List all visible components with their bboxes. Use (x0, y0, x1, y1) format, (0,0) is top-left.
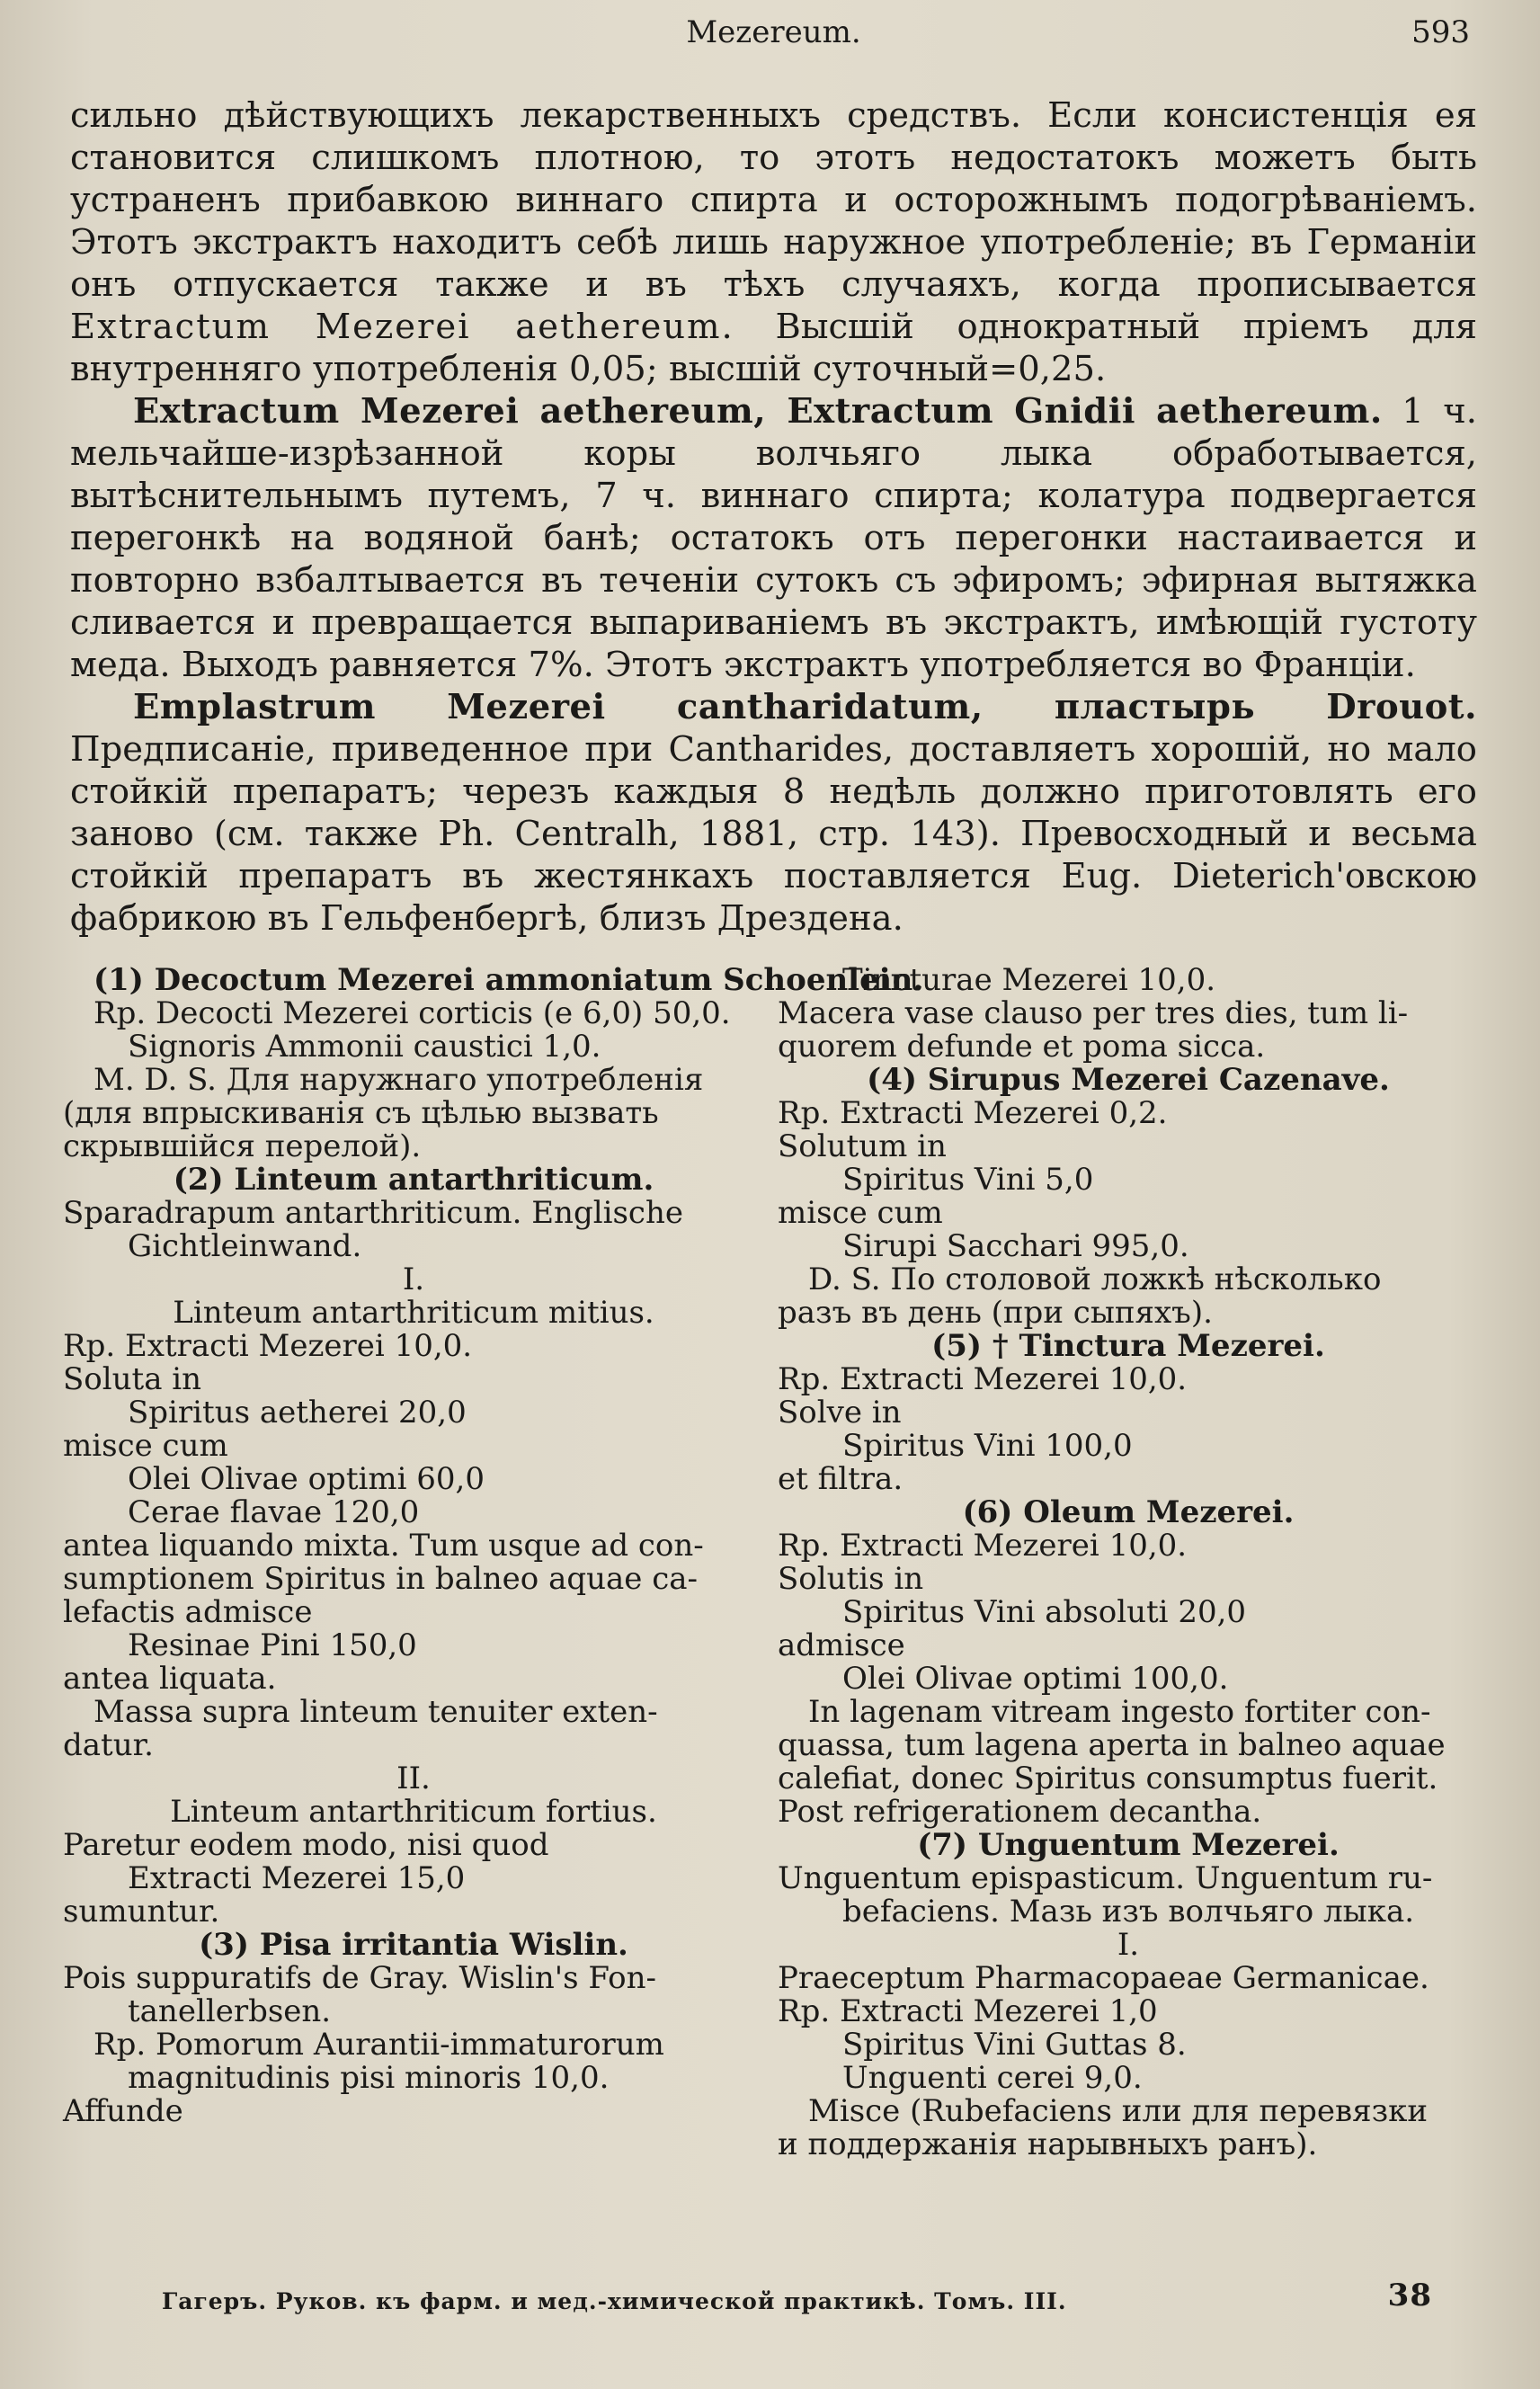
recipe-line: Solutum in (778, 1128, 947, 1164)
recipe-line: Unguenti cerei 9,0. (842, 2060, 1143, 2096)
recipe-line: Signoris Ammonii caustici 1,0. (128, 1029, 601, 1065)
recipe-line: tanellerbsen. (128, 1993, 332, 2029)
recipe-line: Gichtleinwand. (128, 1228, 362, 1264)
recipe-line: calefiat, donec Spiritus consumptus fuerit. (778, 1761, 1438, 1796)
recipe-line: Pois suppuratifs de Gray. Wislin's Fon- (63, 1960, 656, 1996)
recipe-line: Resinae Pini 150,0 (128, 1627, 417, 1663)
recipe-line: Spiritus aetherei 20,0 (128, 1395, 467, 1431)
running-title: Mezereum. (686, 14, 861, 50)
signature-mark: 38 (1387, 2278, 1432, 2313)
recipe-heading: (6) Oleum Mezerei. (962, 1494, 1295, 1530)
recipe-line: Misce (Rubefaciens или для перевязки (808, 2093, 1429, 2129)
recipe-heading: (2) Linteum antarthriticum. (173, 1162, 654, 1198)
recipe-line: Macera vase clauso per tres dies, tum li- (778, 995, 1409, 1031)
term-extractum-mezerei: Extractum Mezerei aethereum (70, 307, 722, 347)
recipe-line: Rp. Decocti Mezerei corticis (e 6,0) 50,0. (93, 995, 731, 1031)
section-text: Предписаніе, приведенное при Cantharides, доставляетъ хорошій, но мало стойкій препаратъ; черезъ каждыя 8 недѣль должно приготовлять его заново (см. также Ph. Centralh, 1881, стр. 143). Превосходный и весьма стойкій препаратъ въ жестянкахъ поставляется Eug. Dieterich'овскою фабрикою въ Гельфенбергѣ, близъ Дрездена. (70, 729, 1477, 939)
recipe-line: Spiritus Vini Guttas 8. (842, 2027, 1187, 2063)
recipe-line: Rp. Extracti Mezerei 1,0 (778, 1993, 1158, 2029)
recipe-line: magnitudinis pisi minoris 10,0. (128, 2060, 610, 2096)
paragraph-extractum-aethereum (70, 390, 1477, 686)
right-column (778, 964, 1479, 2162)
recipe-line: antea liquata. (63, 1661, 277, 1697)
recipe-line: Olei Olivae optimi 100,0. (842, 1661, 1229, 1697)
recipe-line: Rp. Extracti Mezerei 0,2. (778, 1095, 1168, 1131)
recipe-line: lefactis admisce (63, 1594, 313, 1630)
recipe-line: sumptionem Spiritus in balneo aquae ca- (63, 1561, 699, 1597)
recipe-line: misce cum (63, 1428, 228, 1464)
section-title: Extractum Mezerei aethereum, Extractum Gnidii aethereum. (133, 391, 1383, 432)
paragraph-1: сильно дѣйствующихъ лекарственныхъ средствъ. Если консистенція ея становится слишкомъ плотною, то этотъ недостатокъ можетъ быть устраненъ прибавкою виннаго спирта и осторожнымъ подогрѣваніемъ. Этотъ экстрактъ находитъ себѣ лишь наружное употребленіе; въ Германіи онъ отпускается также и въ тѣхъ случаяхъ, когда прописывается Extractum Mezerei aethereum. Высшій однократный пріемъ для внутренняго употребленія 0,05; высшій суточный=0,25. (70, 95, 1477, 389)
recipe-line: Rp. Pomorum Aurantii-immaturorum (93, 2027, 664, 2063)
recipe-heading: (3) Pisa irritantia Wislin. (199, 1927, 628, 1963)
recipe-line: Cerae flavae 120,0 (128, 1494, 420, 1530)
page-header (70, 9, 1477, 54)
recipe-line: Spiritus Vini absoluti 20,0 (842, 1594, 1247, 1630)
recipe-heading: (4) Sirupus Mezerei Cazenave. (867, 1062, 1390, 1098)
recipe-heading: (5) † Tinctura Mezerei. (931, 1328, 1325, 1364)
recipe-line: Paretur eodem modo, nisi quod (63, 1827, 549, 1863)
recipe-line: Sparadrapum antarthriticum. Englische (63, 1195, 683, 1231)
recipe-line: скрывшійся перелой). (63, 1128, 422, 1164)
recipe-line: Solve in (778, 1395, 902, 1431)
recipe-line: Rp. Extracti Mezerei 10,0. (63, 1328, 473, 1364)
recipe-line: (для впрыскиванія съ цѣлью вызвать (63, 1095, 659, 1131)
paragraph-emplastrum (70, 686, 1477, 940)
recipe-line: Massa supra linteum tenuiter exten- (93, 1694, 658, 1730)
section-title: Emplastrum Mezerei cantharidatum, пластырь Drouot. (133, 687, 1477, 727)
section-text: 1 ч. мельчайше-изрѣзанной коры волчьяго лыка обработывается, вытѣснительнымъ путемъ, 7 ч. виннаго спирта; колатура подвергается перегонкѣ на водяной банѣ; остатокъ отъ перегонки настаивается и повторно взбалтывается въ теченіи сутокъ съ эфиромъ; эфирная вытяжка сливается и превращается выпариваніемъ въ экстрактъ, имѣющій густоту меда. Выходъ равняется 7%. Этотъ экстрактъ употребляется во Франціи. (70, 391, 1477, 685)
recipe-line: D. S. По столовой ложкѣ нѣсколько (808, 1261, 1382, 1297)
recipe-line: quassa, tum lagena aperta in balneo aquae (778, 1727, 1446, 1763)
footer-text: Гагеръ. Руков. къ фарм. и мед.-химической практикѣ. Томъ. III. (162, 2288, 1067, 2314)
recipe-line: Sirupi Sacchari 995,0. (842, 1228, 1189, 1264)
recipe-line: Unguentum epispasticum. Unguentum ru- (778, 1860, 1433, 1896)
recipe-line: Linteum antarthriticum fortius. (170, 1794, 657, 1830)
recipe-line: и поддержанія нарывныхъ ранъ). (778, 2126, 1318, 2162)
recipe-line: Olei Olivae optimi 60,0 (128, 1461, 485, 1497)
main-text (70, 94, 1477, 940)
recipe-line: II. (396, 1761, 431, 1796)
recipe-line: admisce (778, 1627, 905, 1663)
page-footer (162, 2278, 1432, 2314)
recipe-line: quorem defunde et poma sicca. (778, 1029, 1266, 1065)
recipe-line: Affunde (63, 2093, 183, 2129)
recipe-line: I. (402, 1261, 425, 1297)
recipe-line: befaciens. Мазь изъ волчьяго лыка. (842, 1894, 1415, 1930)
recipe-line: Tincturae Mezerei 10,0. (842, 962, 1216, 998)
recipe-line: Linteum antarthriticum mitius. (173, 1295, 654, 1331)
recipe-line: Post refrigerationem decantha. (778, 1794, 1262, 1830)
recipe-columns (63, 964, 1479, 2162)
recipe-line: Spiritus Vini 5,0 (842, 1162, 1094, 1198)
recipe-line: разъ въ день (при сыпяхъ). (778, 1295, 1213, 1331)
recipe-line: Soluta in (63, 1361, 202, 1397)
recipe-line: Rp. Extracti Mezerei 10,0. (778, 1361, 1188, 1397)
recipe-line: Praeceptum Pharmacopaeae Germanicae. (778, 1960, 1429, 1996)
recipe-heading: (7) Unguentum Mezerei. (917, 1827, 1340, 1863)
recipe-line: Extracti Mezerei 15,0 (128, 1860, 466, 1896)
recipe-line: Spiritus Vini 100,0 (842, 1428, 1133, 1464)
recipe-line: datur. (63, 1727, 154, 1763)
recipe-line: antea liquando mixta. Tum usque ad con- (63, 1528, 704, 1564)
recipe-line: In lagenam vitream ingesto fortiter con- (808, 1694, 1431, 1730)
page-number: 593 (1411, 14, 1470, 50)
recipe-line: Solutis in (778, 1561, 924, 1597)
recipe-line: Rp. Extracti Mezerei 10,0. (778, 1528, 1188, 1564)
recipe-line: misce cum (778, 1195, 943, 1231)
recipe-line: I. (1117, 1927, 1140, 1963)
recipe-heading: (1) Decoctum Mezerei ammoniatum Schoenlein. (93, 962, 924, 998)
recipe-line: M. D. S. Для наружнаго употребленія (93, 1062, 704, 1098)
recipe-line: et filtra. (778, 1461, 904, 1497)
recipe-line: sumuntur. (63, 1894, 220, 1930)
